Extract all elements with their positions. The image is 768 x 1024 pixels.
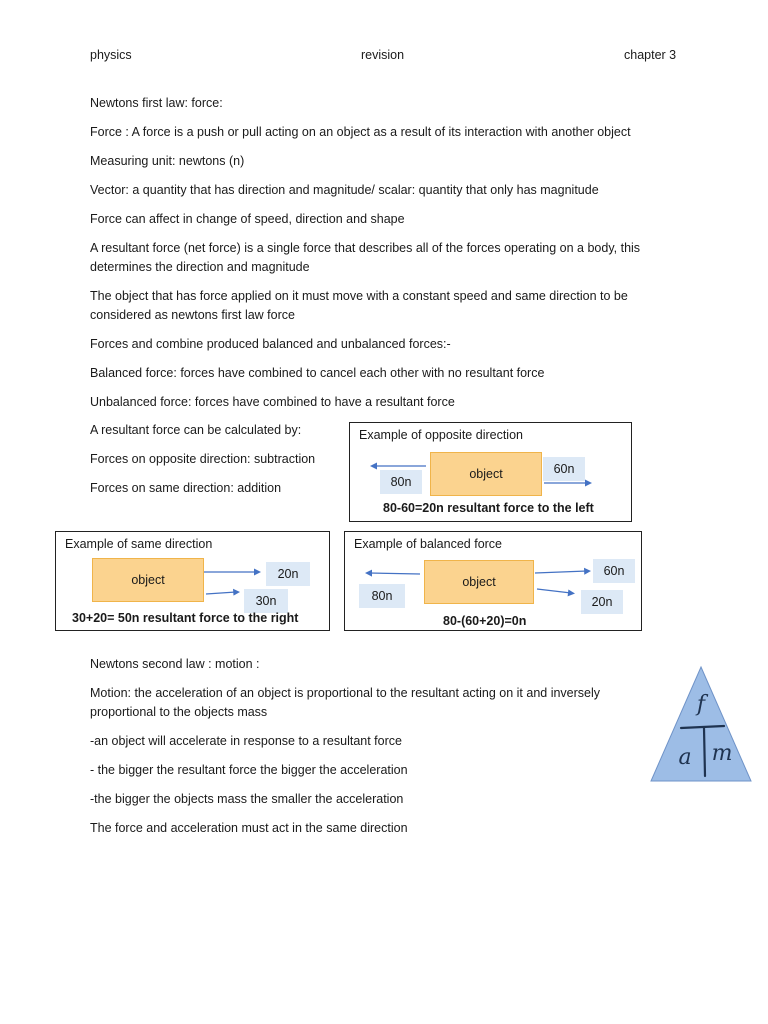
object-box: object bbox=[92, 558, 204, 602]
opposite-rule: Forces on opposite direction: subtraction bbox=[90, 452, 316, 466]
calc-heading: A resultant force can be calculated by: bbox=[90, 423, 302, 437]
header-subject: physics bbox=[90, 48, 132, 62]
example-same-box bbox=[55, 531, 330, 631]
triangle-shape bbox=[651, 667, 751, 781]
second-law-heading: Newtons second law : motion : bbox=[90, 657, 260, 671]
force-label-30n: 30n bbox=[244, 589, 288, 613]
example-balanced-caption: 80-(60+20)=0n bbox=[443, 614, 527, 628]
object-box: object bbox=[424, 560, 534, 604]
resultant-definition: A resultant force (net force) is a single force that describes all of the forces operating on a body, this determines the direction and magnitude bbox=[90, 241, 641, 274]
example-opposite-caption: 80-60=20n resultant force to the left bbox=[383, 501, 594, 515]
example-opposite-title: Example of opposite direction bbox=[359, 428, 523, 442]
force-label-60n: 60n bbox=[593, 559, 635, 583]
second-law-point-4: The force and acceleration must act in the same direction bbox=[90, 821, 408, 835]
header-title: revision bbox=[361, 48, 405, 62]
example-opposite-box bbox=[349, 422, 632, 522]
force-label-80n: 80n bbox=[380, 470, 422, 494]
object-box: object bbox=[430, 452, 542, 496]
motion-definition: Motion: the acceleration of an object is proportional to the resultant acting on it and inversely proportional to the objects mass bbox=[90, 686, 601, 719]
same-rule: Forces on same direction: addition bbox=[90, 481, 282, 495]
triangle-mass: m bbox=[711, 741, 733, 766]
example-same-caption: 30+20= 50n resultant force to the right bbox=[72, 611, 299, 625]
unbalanced-force: Unbalanced force: forces have combined to have a resultant force bbox=[90, 395, 455, 409]
example-balanced-title: Example of balanced force bbox=[354, 537, 503, 551]
second-law-point-3: -the bigger the objects mass the smaller the acceleration bbox=[90, 792, 404, 806]
example-same-title: Example of same direction bbox=[65, 537, 213, 551]
force-effect: Force can affect in change of speed, direction and shape bbox=[90, 212, 405, 226]
header-chapter: chapter 3 bbox=[624, 48, 677, 62]
force-label-20n: 20n bbox=[581, 590, 623, 614]
example-balanced-box bbox=[344, 531, 642, 631]
vector-scalar: Vector: a quantity that has direction and magnitude/ scalar: quantity that only has magnitude bbox=[90, 183, 599, 197]
force-label-60n: 60n bbox=[543, 457, 585, 481]
measuring-unit: Measuring unit: newtons (n) bbox=[90, 154, 245, 168]
combine-forces: Forces and combine produced balanced and unbalanced forces:- bbox=[90, 337, 451, 351]
triangle-force: f bbox=[696, 692, 706, 717]
constant-speed: The object that has force applied on it must move with a constant speed and same direction to be considered as newtons first law force bbox=[90, 289, 628, 322]
triangle-divider bbox=[704, 728, 705, 776]
formula-triangle bbox=[648, 664, 754, 784]
force-label-20n: 20n bbox=[266, 562, 310, 586]
first-law-heading: Newtons first law: force: bbox=[90, 96, 223, 110]
force-definition: Force : A force is a push or pull acting on an object as a result of its interaction with another object bbox=[90, 125, 631, 139]
triangle-acceleration: a bbox=[678, 745, 692, 770]
force-label-80n: 80n bbox=[359, 584, 405, 608]
balanced-force: Balanced force: forces have combined to cancel each other with no resultant force bbox=[90, 366, 545, 380]
second-law-point-1: -an object will accelerate in response to a resultant force bbox=[90, 734, 402, 748]
second-law-point-2: - the bigger the resultant force the bigger the acceleration bbox=[90, 763, 408, 777]
